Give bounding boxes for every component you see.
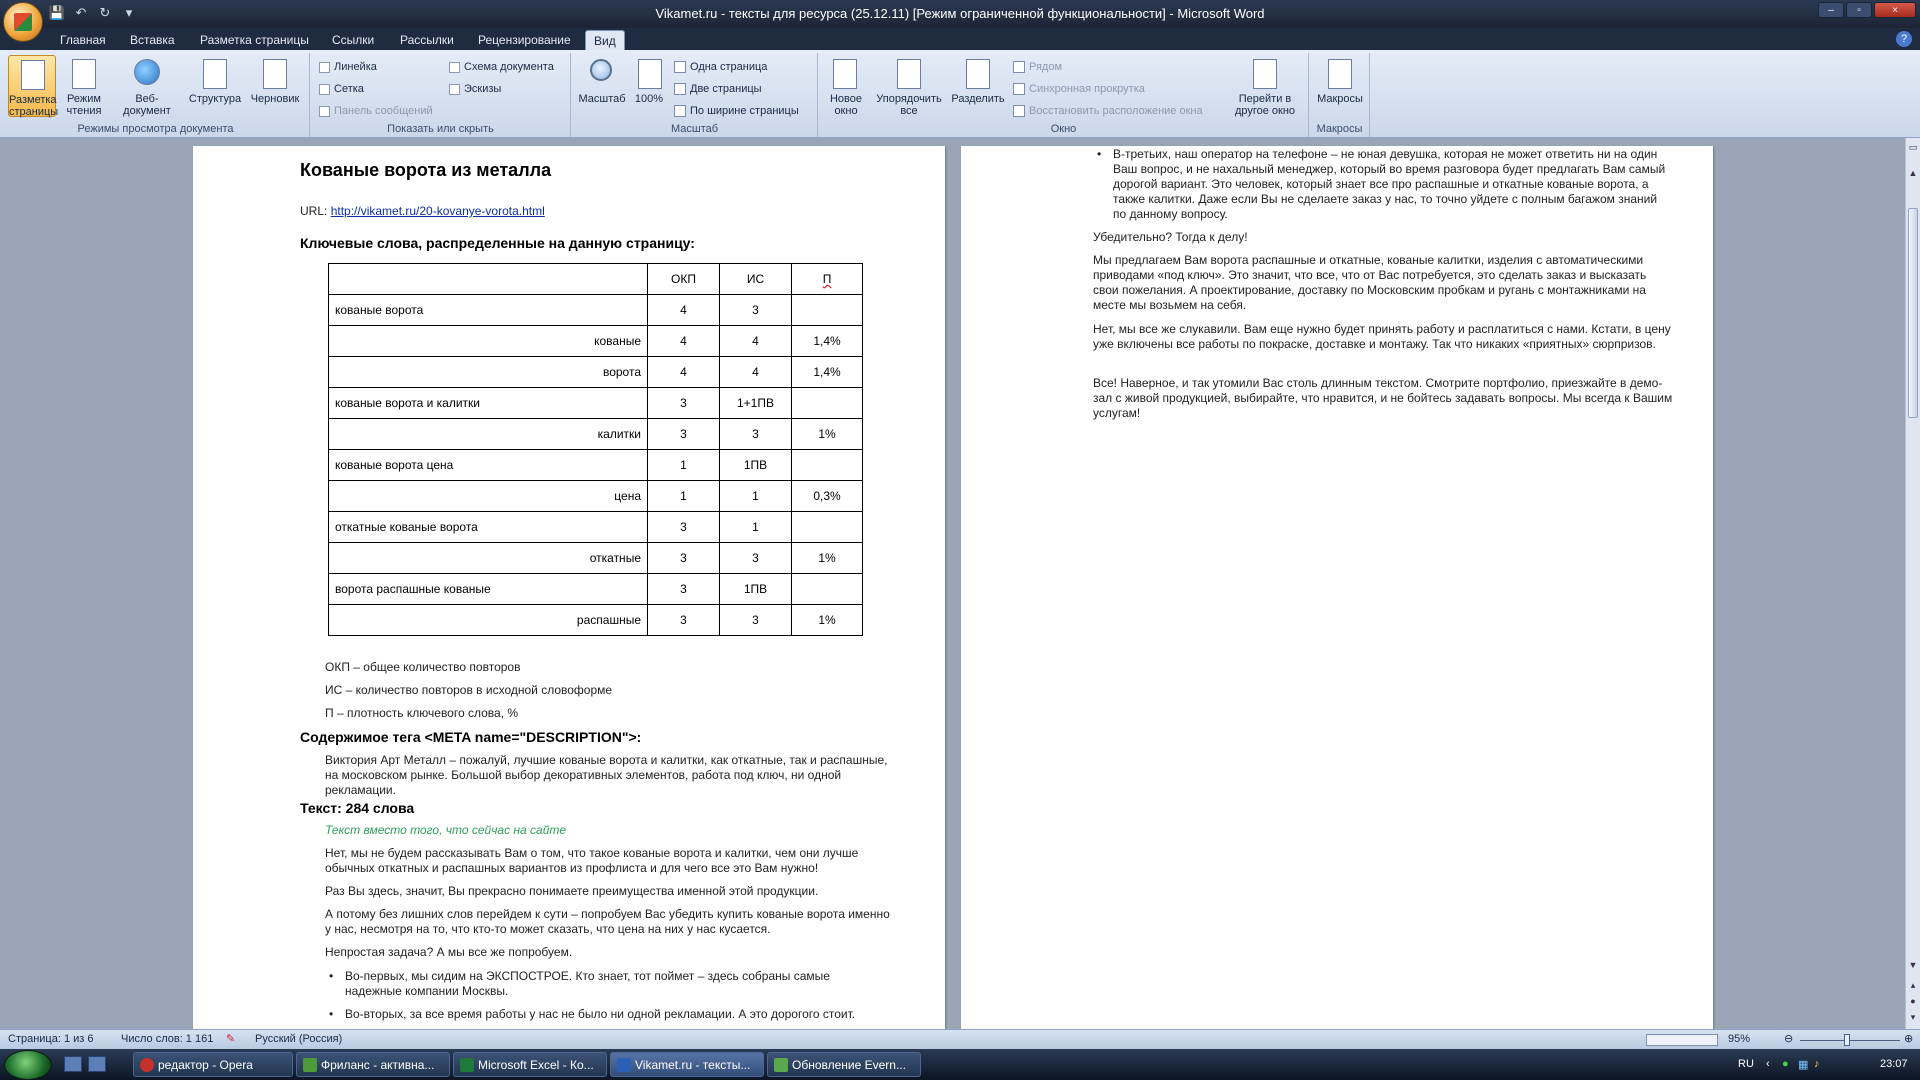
paragraph: Раз Вы здесь, значит, Вы прекрасно понимаете преимущества именной этой продукции.	[325, 884, 819, 898]
table-cell: 3	[720, 419, 792, 450]
meta-heading: Содержимое тега <META name="DESCRIPTION">:	[300, 729, 642, 745]
tab-references[interactable]: Ссылки	[332, 33, 375, 47]
switch-windows-button[interactable]: Перейти в другое окно	[1227, 55, 1303, 117]
table-cell: 1+1ПВ	[720, 388, 792, 419]
page-count[interactable]: Страница: 1 из 6	[8, 1033, 94, 1045]
redo-icon[interactable]: ↻	[99, 5, 111, 20]
reset-window-icon	[1013, 105, 1025, 117]
outline-icon	[203, 59, 227, 89]
reading-icon	[72, 59, 96, 89]
previous-page-icon[interactable]: ▴	[1910, 980, 1916, 990]
outline-button[interactable]: Структура	[186, 55, 244, 117]
clock[interactable]: 23:07	[1880, 1058, 1908, 1070]
table-header-cell: ОКП	[648, 264, 720, 295]
arrange-all-button[interactable]: Упорядочить все	[871, 55, 947, 117]
table-cell: 1	[648, 450, 720, 481]
taskbar-button-opera[interactable]: редактор - Opera	[133, 1052, 293, 1077]
group-window	[819, 53, 1309, 137]
help-icon[interactable]: ?	[1896, 31, 1912, 47]
web-layout-button[interactable]: Веб-документ	[112, 55, 182, 117]
url-link[interactable]: http://vikamet.ru/20-kovanye-vorota.html	[330, 204, 545, 218]
scroll-thumb[interactable]	[1908, 208, 1918, 418]
browse-object-icon[interactable]: ●	[1910, 996, 1916, 1006]
table-cell	[792, 512, 863, 543]
switch-windows-icon	[1253, 59, 1277, 89]
keywords-heading: Ключевые слова, распределенные на данную страницу:	[300, 235, 695, 251]
legend-okp: ОКП – общее количество повторов	[325, 660, 521, 674]
two-pages-icon	[674, 83, 686, 95]
table-cell: 1	[720, 512, 792, 543]
table-cell: 1,4%	[792, 357, 863, 388]
paragraph: Убедительно? Тогда к делу!	[1093, 230, 1248, 244]
language-indicator[interactable]: RU	[1738, 1058, 1754, 1070]
save-icon[interactable]: 💾	[48, 5, 66, 20]
ruler-checkbox[interactable]: Линейка	[319, 61, 377, 73]
table-cell: распашные	[329, 605, 648, 636]
url-line	[300, 204, 545, 219]
table-cell: 1ПВ	[720, 574, 792, 605]
excel-icon	[460, 1058, 474, 1072]
text-heading: Текст: 284 слова	[300, 800, 415, 816]
legend-is: ИС – количество повторов в исходной словоформе	[325, 683, 613, 697]
table-row	[329, 512, 863, 543]
table-cell: 3	[648, 543, 720, 574]
taskbar	[0, 1049, 1920, 1080]
text-note: Текст вместо того, что сейчас на сайте	[325, 823, 567, 837]
meta-text: Виктория Арт Металл – пожалуй, лучшие кованые ворота и калитки, как откатные, так и распашные, на московском рынке. Большой выбор декоративных элементов, работа под ключ, ни одной рекламации.	[325, 753, 888, 797]
split-button[interactable]: Разделить	[949, 55, 1007, 117]
table-cell: 1%	[792, 419, 863, 450]
table-row	[329, 357, 863, 388]
table-cell: 1,4%	[792, 326, 863, 357]
print-layout-icon	[21, 60, 45, 90]
show-desktop-icon[interactable]	[64, 1056, 82, 1072]
table-cell: 1ПВ	[720, 450, 792, 481]
tab-home[interactable]: Главная	[60, 33, 106, 47]
table-header-row	[329, 264, 863, 295]
opera-icon	[140, 1058, 154, 1072]
table-cell: 3	[648, 605, 720, 636]
switch-windows-icon[interactable]	[88, 1056, 106, 1072]
tray-volume-icon[interactable]: ♪	[1814, 1058, 1820, 1070]
table-header-cell: П	[792, 264, 863, 295]
document-title: Кованые ворота из металла	[300, 160, 552, 180]
spelling-icon[interactable]: ✎	[226, 1033, 236, 1045]
print-layout-button[interactable]: Разметка страницы	[8, 55, 56, 117]
word-count[interactable]: Число слов: 1 161	[121, 1033, 214, 1045]
table-cell: 4	[648, 326, 720, 357]
tray-app-icon[interactable]: ●	[1782, 1058, 1789, 1070]
taskbar-button-freelance[interactable]: Фриланс - активна...	[296, 1052, 450, 1077]
paragraph: Мы предлагаем Вам ворота распашные и откатные, кованые калитки, изделия с автоматическими приводами «под ключ». Это значит, что все, что от Вас потребуется, это сделать заказ и высказать свои пожелания. А проектирование, доставку по Московским пробкам и ругань с монтажниками на месте мы возьмем на себя.	[1093, 253, 1647, 312]
scroll-down-arrow-icon[interactable]: ▼	[1908, 960, 1918, 970]
table-cell: кованые	[329, 326, 648, 357]
table-row	[329, 450, 863, 481]
draft-icon	[263, 59, 287, 89]
paragraph: А потому без лишних слов перейдем к сути – попробуем Вас убедить купить кованые ворота именно у нас, несмотря на то, что кто-то может сказать, что цена на них у нас кусается.	[325, 907, 890, 936]
ribbon-tabs	[0, 28, 1920, 50]
table-cell: 4	[720, 326, 792, 357]
ruler-toggle-icon[interactable]: ▭	[1908, 142, 1918, 152]
table-cell	[792, 574, 863, 605]
scroll-up-arrow-icon[interactable]: ▲	[1908, 168, 1918, 178]
view-buttons[interactable]	[1646, 1034, 1718, 1046]
group-label: Показать или скрыть	[387, 123, 494, 135]
table-row	[329, 481, 863, 512]
paragraph: Нет, мы не будем рассказывать Вам о том, что такое кованые ворота и калитки, чем они лучше обычных откатных и распашных вариантов из профлиста и для чего все это Вам нужно!	[325, 846, 859, 875]
taskbar-button-excel[interactable]: Microsoft Excel - Ко...	[453, 1052, 607, 1077]
table-cell: кованые ворота и калитки	[329, 388, 648, 419]
gridlines-checkbox[interactable]: Сетка	[319, 83, 364, 95]
document-map-checkbox[interactable]: Схема документа	[449, 61, 554, 73]
table-header-cell	[329, 264, 648, 295]
title-bar	[0, 0, 1920, 28]
paragraph: Все! Наверное, и так утомили Вас столь длинным текстом. Смотрите портфолио, приезжайте в демо-зал с живой продукцией, выбирайте, что нравится, и не бойтесь задавать вопросы. Мы всегда к Вашим услугам!	[1093, 376, 1673, 420]
close-button[interactable]: ×	[1874, 2, 1916, 18]
table-cell: 3	[648, 419, 720, 450]
tab-page-layout[interactable]: Разметка страницы	[200, 33, 309, 47]
side-by-side-icon	[1013, 61, 1025, 73]
minimize-button[interactable]: –	[1818, 2, 1844, 18]
page-width-button[interactable]: По ширине страницы	[674, 105, 799, 117]
browser-icon	[303, 1058, 317, 1072]
group-view-modes	[2, 53, 310, 137]
zoom-in-icon[interactable]: ⊕	[1904, 1033, 1914, 1045]
vertical-scrollbar[interactable]	[1905, 138, 1920, 1029]
status-bar	[0, 1029, 1920, 1049]
draft-button[interactable]: Черновик	[246, 55, 304, 117]
zoom-out-icon[interactable]: ⊖	[1784, 1033, 1794, 1045]
undo-icon[interactable]: ↶	[75, 5, 87, 20]
tab-review[interactable]: Рецензирование	[478, 33, 571, 47]
table-cell: кованые ворота цена	[329, 450, 648, 481]
table-row	[329, 543, 863, 574]
arrange-icon	[897, 59, 921, 89]
table-cell	[792, 295, 863, 326]
zoom-slider-thumb[interactable]	[1844, 1034, 1850, 1046]
new-window-icon	[833, 59, 857, 89]
magnifier-icon	[590, 59, 612, 81]
language[interactable]: Русский (Россия)	[255, 1033, 343, 1045]
next-page-icon[interactable]: ▾	[1910, 1012, 1916, 1022]
sync-scroll-button: Синхронная прокрутка	[1013, 83, 1145, 95]
table-cell: 3	[648, 512, 720, 543]
reset-window-button: Восстановить расположение окна	[1013, 105, 1203, 117]
table-cell: 3	[648, 574, 720, 605]
group-label: Макросы	[1316, 123, 1363, 135]
page-width-icon	[674, 105, 686, 117]
tray-chevron-icon[interactable]: ‹	[1766, 1058, 1770, 1070]
full-screen-reading-button[interactable]: Режим чтения	[60, 55, 108, 117]
taskbar-button-word[interactable]: Vikamet.ru - тексты...	[610, 1052, 764, 1077]
customize-qat-icon[interactable]: ▾	[125, 5, 133, 20]
table-cell: 1	[648, 481, 720, 512]
group-zoom	[572, 53, 818, 137]
window-controls	[1818, 2, 1916, 18]
table-cell: кованые ворота	[329, 295, 648, 326]
table-row	[329, 295, 863, 326]
table-cell	[792, 388, 863, 419]
table-cell: откатные	[329, 543, 648, 574]
paragraph: Нет, мы все же слукавили. Вам еще нужно будет принять работу и расплатиться с нами. Кстати, в цену уже включены все работы по покраске, доставке и монтажу. Так что никаких «приятных» сюрпризов.	[1093, 322, 1671, 351]
table-row	[329, 419, 863, 450]
table-cell: 1	[720, 481, 792, 512]
group-macros	[1310, 53, 1370, 137]
maximize-button[interactable]: ▫	[1846, 2, 1872, 18]
group-label: Режимы просмотра документа	[77, 123, 234, 135]
split-icon	[966, 59, 990, 89]
thumbnails-checkbox[interactable]: Эскизы	[449, 83, 501, 95]
start-button[interactable]	[4, 1050, 52, 1080]
table-cell: 3	[648, 388, 720, 419]
group-show-hide	[311, 53, 571, 137]
zoom-button[interactable]: Масштаб	[576, 55, 628, 117]
side-by-side-button: Рядом	[1013, 61, 1062, 73]
legend-p: П – плотность ключевого слова, %	[325, 706, 519, 720]
page-1[interactable]	[193, 146, 945, 1029]
zoom-100-button[interactable]: 100%	[630, 55, 668, 117]
table-row	[329, 605, 863, 636]
table-cell: 4	[648, 357, 720, 388]
office-button[interactable]	[3, 2, 43, 42]
table-cell	[792, 450, 863, 481]
page-2[interactable]	[961, 146, 1713, 1029]
bullet-item: • Во-вторых, за все время работы у нас не было ни одной рекламации. А это дорогого стоит.	[345, 1007, 885, 1022]
table-cell: 1%	[792, 605, 863, 636]
tab-insert[interactable]: Вставка	[130, 33, 175, 47]
tab-mailings[interactable]: Рассылки	[400, 33, 454, 47]
table-row	[329, 388, 863, 419]
window-title: Vikamet.ru - тексты для ресурса (25.12.11) [Режим ограниченной функциональности] - Microsoft Word	[655, 6, 1265, 21]
evernote-icon	[774, 1058, 788, 1072]
two-pages-button[interactable]: Две страницы	[674, 83, 762, 95]
table-cell: 3	[720, 605, 792, 636]
table-cell: 3	[720, 295, 792, 326]
document-area[interactable]	[0, 138, 1905, 1029]
table-cell: ворота распашные кованые	[329, 574, 648, 605]
table-row	[329, 326, 863, 357]
table-cell: 3	[720, 543, 792, 574]
table-cell: ворота	[329, 357, 648, 388]
table-header-cell: ИС	[720, 264, 792, 295]
page-100-icon	[638, 59, 662, 89]
table-row	[329, 574, 863, 605]
url-label: URL:	[300, 204, 328, 218]
table-cell: цена	[329, 481, 648, 512]
group-label: Окно	[1050, 123, 1077, 135]
sync-scroll-icon	[1013, 83, 1025, 95]
bullet-item: • В-третьих, наш оператор на телефоне – не юная девушка, которая не может ответить ни на один Ваш вопрос, и не нахальный менеджер, который во время разговора будет предлагать Вам самый дорогой вариант. Это человек, который знает все про распашные и откатные кованые ворота, а также калитки. Даже если Вы не сделаете заказ у нас, то точно уйдете с полным багажом знаний по данному вопросу.	[1113, 147, 1673, 222]
system-tray	[1730, 1049, 1920, 1080]
group-label: Масштаб	[670, 123, 719, 135]
one-page-button[interactable]: Одна страница	[674, 61, 767, 73]
table-cell: 1%	[792, 543, 863, 574]
globe-icon	[134, 59, 160, 85]
keywords-table	[328, 263, 863, 636]
tray-network-icon[interactable]: ▦	[1798, 1059, 1809, 1071]
bullet-item: • Во-первых, мы сидим на ЭКСПОСТРОЕ. Кто знает, тот поймет – здесь собраны самые надежные компании Москвы.	[345, 969, 885, 999]
one-page-icon	[674, 61, 686, 73]
table-cell: 4	[720, 357, 792, 388]
tab-view[interactable]: Вид	[585, 30, 625, 50]
table-cell: 4	[648, 295, 720, 326]
office-logo-icon	[14, 13, 32, 31]
table-cell: 0,3%	[792, 481, 863, 512]
macros-button[interactable]: Макросы	[1314, 55, 1366, 117]
zoom-slider[interactable]	[1800, 1040, 1900, 1041]
table-cell: калитки	[329, 419, 648, 450]
new-window-button[interactable]: Новое окно	[823, 55, 869, 117]
paragraph: Непростая задача? А мы все же попробуем.	[325, 945, 573, 959]
table-cell: откатные кованые ворота	[329, 512, 648, 543]
ribbon	[0, 50, 1920, 138]
taskbar-button-evernote[interactable]: Обновление Evern...	[767, 1052, 921, 1077]
message-bar-checkbox: Панель сообщений	[319, 105, 433, 117]
macros-icon	[1328, 59, 1352, 89]
zoom-level[interactable]: 95%	[1728, 1033, 1751, 1045]
word-icon	[617, 1058, 631, 1072]
